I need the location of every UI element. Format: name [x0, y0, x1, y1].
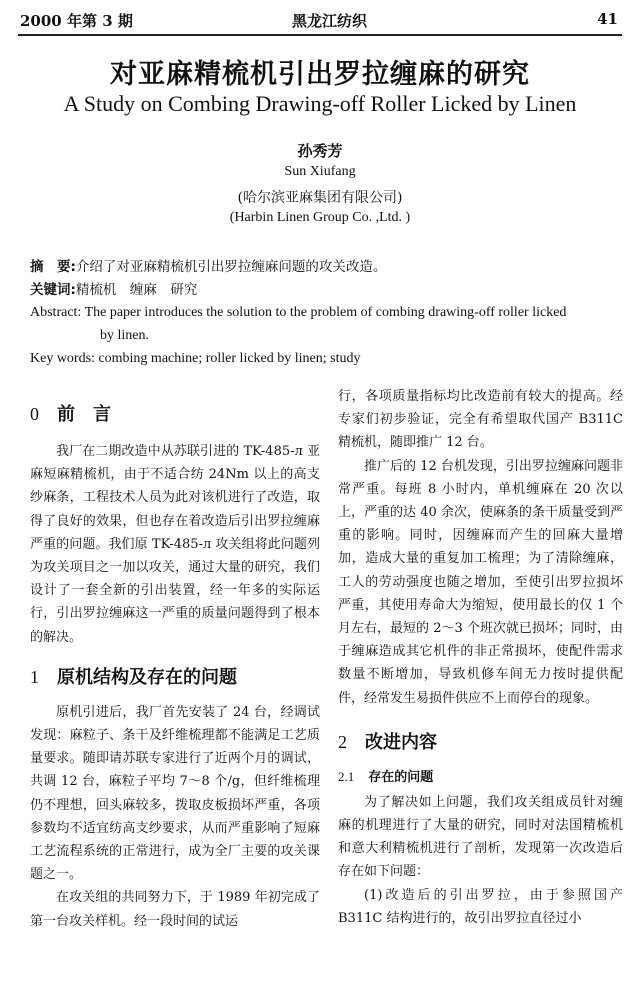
keywords-en-text: combing machine; roller licked by linen; study [98, 351, 361, 366]
title-english: A Study on Combing Drawing-off Roller Licked by Linen [63, 91, 577, 116]
subsection-2-1-title: 存在的问题 [368, 769, 434, 785]
subsection-2-1-number: 2.1 [338, 768, 355, 784]
section-0-heading [30, 400, 320, 426]
affiliation-chinese: (哈尔滨亚麻集团有限公司) [237, 190, 403, 206]
right-paragraph-d: (1)改造后的引出罗拉，由于参照国产 B311C 结构进行的，故引出罗拉直径过小 [338, 887, 623, 926]
section-1-paragraph-2: 在攻关组的共同努力下，于 1989 年初完成了第一台攻关样机。经一段时间的试运 [30, 890, 320, 929]
section-1-paragraph-1: 原机引进后，我厂首先安装了 24 台，经调试发现：麻粒子、条干及纤维梳理都不能满足工艺质量要求。随即请苏联专家进行了近两个月的调试，共调 12 台，麻粒子平均 7～8 个/g，但纤维梳理仍不理想，回头麻较多，拨取皮板损坏严重，各项参数均不适宜纺高支纱要求，从而严重影响了短麻工艺流程系统的正常进行，成为全厂主要的攻关课题之一。 [30, 704, 320, 883]
keywords-cn [30, 279, 620, 301]
section-2-title: 改进内容 [365, 731, 437, 753]
header-rule [18, 34, 622, 36]
abstract-en [30, 302, 620, 324]
section-2-heading [338, 728, 623, 754]
keywords-en [30, 348, 620, 370]
title-chinese: 对亚麻精梳机引出罗拉缠麻的研究 [110, 59, 530, 90]
page-number: 41 [597, 10, 618, 28]
section-0-paragraph: 我厂在二期改造中从苏联引进的 TK-485-л 亚麻短麻精梳机，由于不适合纺 24Nm 以上的高支纱麻条，工程技术人员为此对该机进行了改造，取得了良好的效果，但也存在着改造后引出罗拉缠麻严重的问题。我们原 TK-485-л 攻关组将此问题列为攻关项目之一加以攻关，通过大量的研究，我们设计了一套全新的引出装置，经一年多的实际运行，引出罗拉缠麻这一严重的质量问题得到了根本的解决。 [30, 444, 320, 645]
right-paragraph-a: 行，各项质量指标均比改造前有较大的提高。经专家们初步验证，完全有希望取代国产 B311C 精梳机，随即推广 12 台。 [338, 389, 623, 451]
author-chinese: 孙秀芳 [297, 142, 343, 160]
section-1-number: 1 [30, 666, 39, 687]
section-1-heading [30, 663, 320, 689]
abstract-cn [30, 256, 620, 278]
abstract-en-text-1: The paper introduces the solution to the problem of combing drawing-off roller licked [84, 305, 567, 320]
right-column [338, 385, 623, 930]
right-paragraph-b: 推广后的 12 台机发现，引出罗拉缠麻问题非常严重。每班 8 小时内，单机缠麻在 20 次以上，严重的达 40 余次，使麻条的条干质量受到严重的影响。同时，因缠麻而产生的回麻大量增加，造成大量的重复加工梳理；为了清除缠麻，工人的劳动强度也随之增加，至使引出罗拉损坏严重，其使用寿命大为缩短，使用最长的仅 1 个月左右，最短的 2～3 个班次就已损坏；同时，由于缠麻造成其它机件的非正常损坏，使配件需求数量不断增加，导致机修车间无力按时提供配件，经常发生易损件供应不上而停台的现象。 [338, 458, 623, 706]
keywords-cn-text: 精梳机 缠麻 研究 [75, 282, 198, 298]
author-english: Sun Xiufang [284, 164, 356, 179]
section-0-title: 前 言 [57, 404, 111, 425]
abstract-en-label: Abstract: [30, 305, 82, 320]
keywords-en-label: Key words: [30, 351, 95, 366]
issue-label: 2000 年第 3 期 [20, 12, 133, 30]
affiliation-english: (Harbin Linen Group Co. ,Ltd. ) [229, 210, 411, 225]
abstract-en-continued: by linen. [100, 328, 149, 343]
subsection-2-1-heading [338, 766, 623, 785]
section-2-number: 2 [338, 731, 347, 752]
journal-name: 黑龙江纺织 [292, 12, 368, 30]
abstract-cn-text: 介绍了对亚麻精梳机引出罗拉缠麻问题的攻关改造。 [75, 259, 387, 275]
left-column [30, 400, 320, 933]
keywords-cn-label: 关键词: [30, 282, 76, 298]
section-0-number: 0 [30, 404, 39, 424]
abstract-cn-label: 摘 要: [30, 259, 76, 275]
section-1-title: 原机结构及存在的问题 [57, 666, 237, 688]
right-paragraph-c: 为了解决如上问题，我们攻关组成员针对缠麻的机理进行了大量的研究，同时对法国精梳机和意大利精梳机进行了剖析，发现第一次改造后存在如下问题： [338, 794, 623, 880]
